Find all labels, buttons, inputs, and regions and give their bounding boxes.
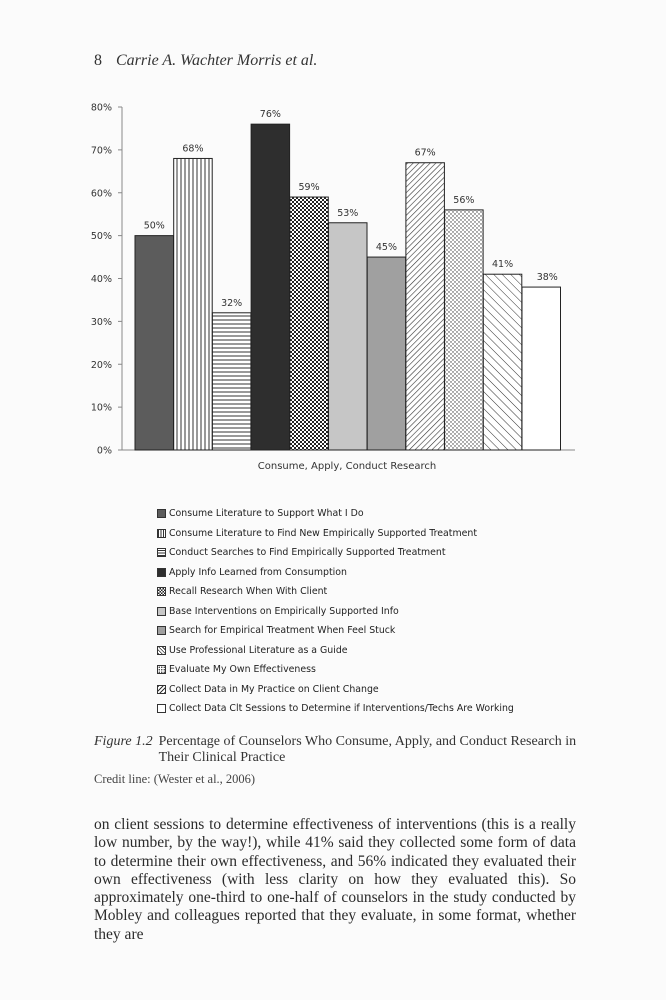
legend-item: [157, 621, 514, 641]
y-tick-label: 0%: [96, 445, 112, 457]
legend-swatch: [157, 587, 166, 596]
bar: [367, 257, 406, 450]
legend-item: [157, 699, 514, 719]
y-tick-label: 10%: [90, 402, 112, 414]
bar: [174, 158, 213, 450]
bar-value-label: 32%: [221, 297, 243, 309]
bar: [522, 287, 561, 450]
legend-swatch: [157, 548, 166, 557]
legend-item: [157, 641, 514, 661]
bar-value-label: 56%: [453, 194, 475, 206]
legend-item: [157, 563, 514, 583]
bar: [290, 197, 329, 450]
y-tick-label: 60%: [90, 188, 112, 200]
legend-label: Recall Research When With Client: [169, 586, 328, 598]
chart-legend: [157, 504, 514, 719]
legend-label: Collect Data Clt Sessions to Determine if Interventions/Techs Are Working: [169, 703, 514, 715]
legend-item: [157, 602, 514, 622]
legend-item: [157, 524, 514, 544]
legend-label: Search for Empirical Treatment When Feel Stuck: [169, 625, 396, 637]
y-tick-label: 70%: [90, 145, 112, 157]
bar-value-label: 67%: [414, 147, 436, 159]
bar-value-label: 76%: [259, 109, 281, 121]
running-header-authors: Carrie A. Wachter Morris et al.: [116, 52, 318, 69]
legend-swatch: [157, 685, 166, 694]
bar-value-label: 41%: [491, 259, 514, 271]
legend-item: [157, 680, 514, 700]
bar: [329, 223, 368, 450]
bar: [251, 124, 290, 450]
legend-swatch: [157, 529, 166, 538]
credit-line: Credit line: (Wester et al., 2006): [94, 772, 256, 786]
y-tick-label: 40%: [90, 274, 112, 285]
legend-label: Use Professional Literature as a Guide: [169, 644, 348, 656]
bars: [135, 124, 561, 450]
legend-label: Apply Info Learned from Consumption: [169, 566, 347, 578]
bar-chart: [0, 95, 666, 475]
figure-caption-text: Percentage of Counselors Who Consume, Apply, and Conduct Research in Their Clinical Practice: [158, 734, 577, 765]
y-tick-label: 50%: [90, 231, 112, 243]
figure-caption: [94, 734, 594, 766]
legend-label: Evaluate My Own Effectiveness: [169, 664, 316, 676]
legend-label: Collect Data in My Practice on Client Change: [169, 683, 379, 695]
legend-swatch: [157, 665, 166, 674]
legend-label: Consume Literature to Support What I Do: [169, 508, 364, 520]
legend-item: [157, 543, 514, 563]
bar-value-label: 38%: [536, 272, 558, 284]
legend-swatch: [157, 568, 166, 577]
legend-item: [157, 582, 514, 602]
legend-label: Base Interventions on Empirically Supported Info: [169, 605, 399, 617]
bar-value-label: 59%: [298, 182, 320, 194]
bar: [212, 313, 251, 450]
running-header: [94, 52, 317, 70]
legend-swatch: [157, 704, 166, 713]
x-axis-label: Consume, Apply, Conduct Research: [257, 461, 437, 472]
y-tick-label: 30%: [90, 316, 112, 328]
legend-swatch: [157, 607, 166, 616]
y-tick-label: 80%: [90, 102, 112, 114]
legend-swatch: [157, 646, 166, 655]
figure-label: Figure 1.2: [94, 734, 153, 749]
legend-swatch: [157, 626, 166, 635]
bar: [135, 236, 174, 450]
legend-label: Consume Literature to Find New Empirically Supported Treatment: [169, 527, 477, 539]
page-number: 8: [94, 52, 102, 69]
bar-value-label: 50%: [143, 220, 165, 232]
legend-item: [157, 504, 514, 524]
bar: [445, 210, 484, 450]
legend-swatch: [157, 509, 166, 518]
legend-item: [157, 660, 514, 680]
bar-value-label: 53%: [337, 207, 359, 219]
bar-value-label: 68%: [182, 143, 204, 155]
bar-value-label: 45%: [375, 242, 398, 254]
bar: [406, 163, 445, 450]
bar: [483, 274, 522, 450]
legend-label: Conduct Searches to Find Empirically Supported Treatment: [169, 547, 446, 559]
body-paragraph: on client sessions to determine effectiveness of interventions (this is a really low number, by the way!), while 41% said they collected some form of data to determine their own effectiveness, and 56% indicated they evaluated their own effectiveness (with less clarity on how they evaluated this). So approximately one-third to one-half of counselors in the study conducted by Mobley and colleagues reported that they evaluate, in some format, whether they are: [94, 816, 576, 943]
y-tick-label: 20%: [90, 359, 112, 371]
